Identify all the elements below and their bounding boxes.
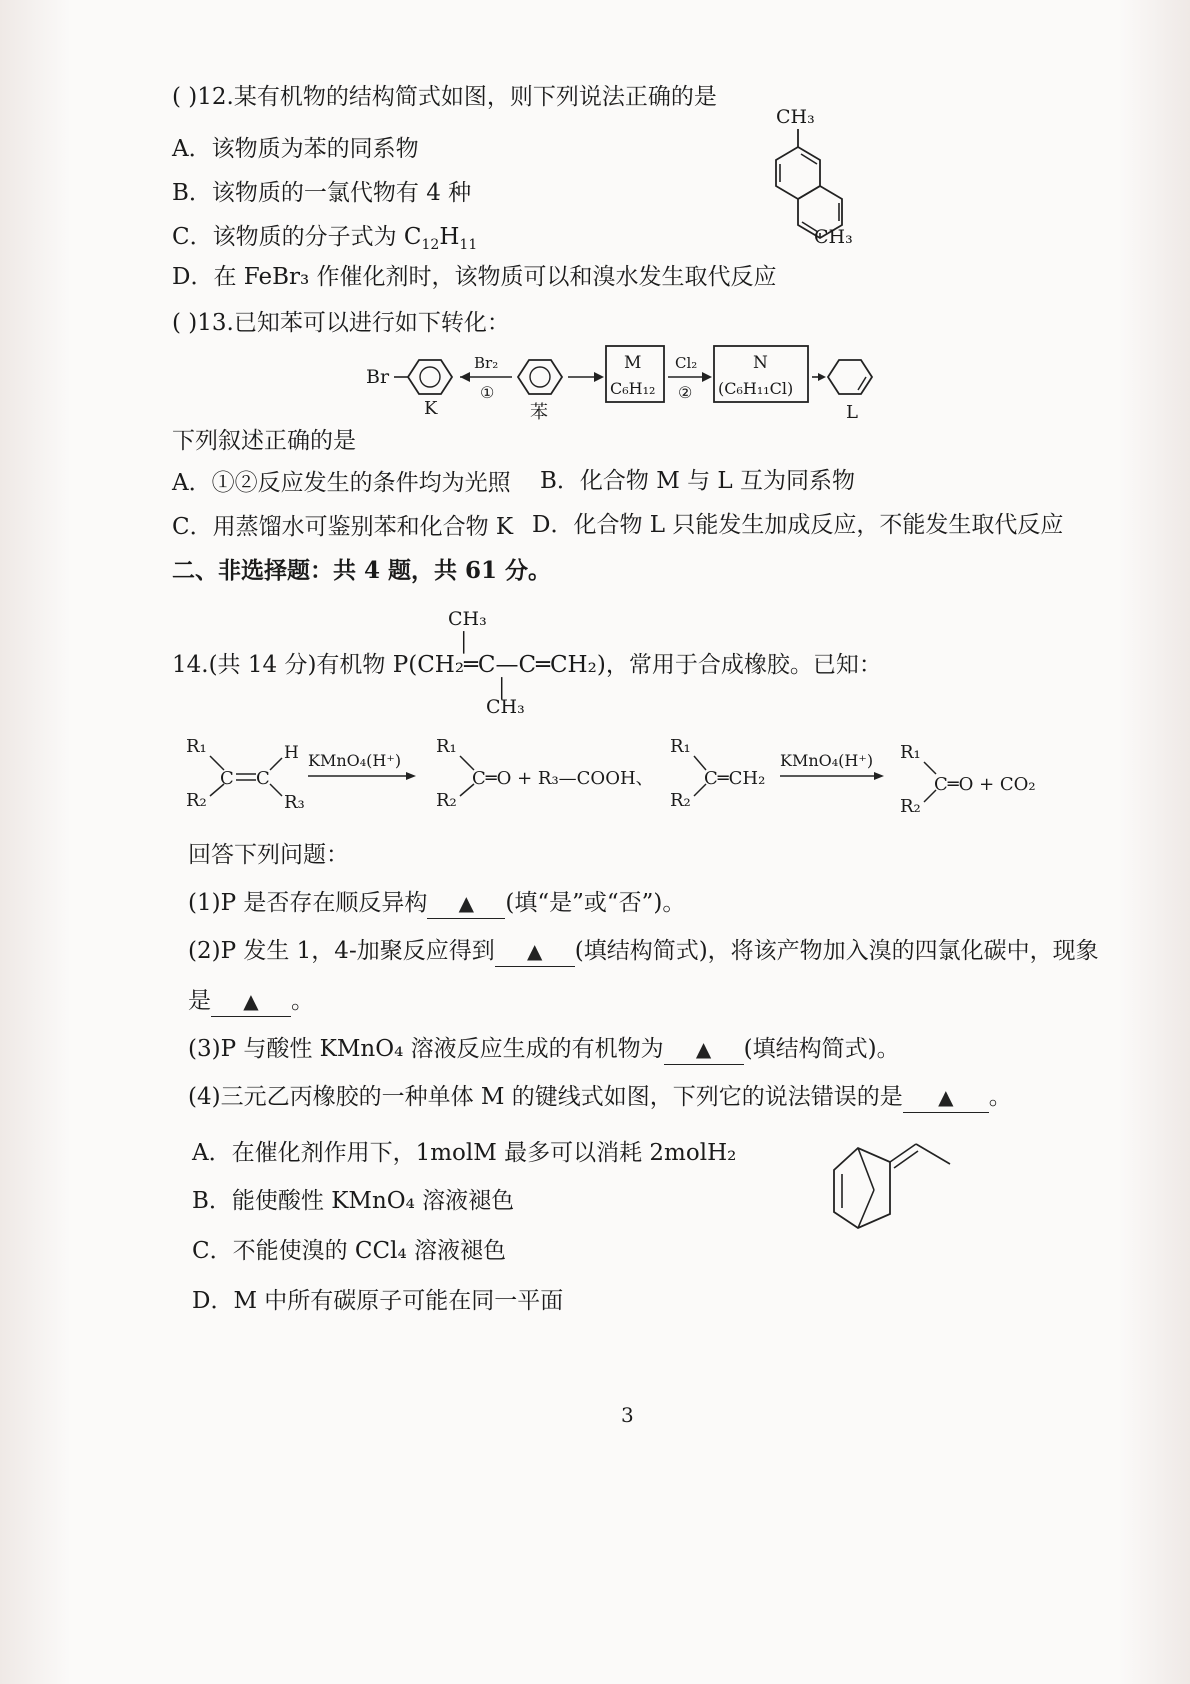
monomer-m-structure bbox=[820, 1128, 970, 1238]
q12-stem: ( )12.某有机物的结构简式如图，则下列说法正确的是 bbox=[172, 84, 717, 110]
p-ch3-top: CH₃ bbox=[448, 608, 487, 630]
svg-text:R₁: R₁ bbox=[436, 736, 457, 757]
q14-option-a: A．在催化剂作用下，1molM 最多可以消耗 2molH₂ bbox=[192, 1140, 737, 1166]
svg-text:R₂: R₂ bbox=[900, 796, 921, 817]
svg-text:H: H bbox=[284, 743, 299, 763]
svg-text:R₂: R₂ bbox=[186, 790, 207, 811]
svg-text:C═O + R₃—COOH、: C═O + R₃—COOH、 bbox=[472, 768, 654, 789]
svg-text:C: C bbox=[256, 768, 270, 789]
q14-option-b: B．能使酸性 KMnO₄ 溶液褪色 bbox=[192, 1188, 515, 1214]
p-formula: CH₂═C—C═CH₂ bbox=[417, 652, 597, 678]
q12-option-b: B．该物质的一氯代物有 4 种 bbox=[172, 180, 472, 206]
p-ch3-bottom: CH₃ bbox=[486, 696, 525, 718]
q14-answer-intro: 回答下列问题： bbox=[188, 842, 349, 868]
step2-label: ② bbox=[678, 383, 693, 402]
k-label: K bbox=[424, 398, 438, 419]
svg-text:C═O + CO₂: C═O + CO₂ bbox=[934, 774, 1036, 795]
benzene-conversion-scheme bbox=[360, 338, 920, 428]
svg-text:R₂: R₂ bbox=[436, 790, 457, 811]
br-label: Br bbox=[366, 366, 390, 388]
svg-text:C: C bbox=[220, 768, 234, 789]
dimethylnaphthalene-structure bbox=[740, 95, 880, 255]
q14-stem: 14.(共 14 分)有机物 P(CH₂═C—C═CH₂)，常用于合成橡胶。已知： bbox=[172, 652, 882, 678]
ch3-top-label: CH₃ bbox=[776, 106, 815, 128]
cl2-label: Cl₂ bbox=[675, 354, 698, 372]
svg-text:KMnO₄(H⁺): KMnO₄(H⁺) bbox=[308, 751, 402, 770]
q14-part2: (2)P 发生 1，4-加聚反应得到 ▲ (填结构简式)，将该产物加入溴的四氯化碳中，现象 bbox=[188, 936, 1099, 967]
svg-text:R₁: R₁ bbox=[670, 736, 691, 757]
n-formula: (C₆H₁₁Cl) bbox=[718, 379, 794, 398]
p-ch3-bottom-bond: │ bbox=[496, 678, 508, 700]
answer-blank-5[interactable]: ▲ bbox=[903, 1082, 989, 1113]
n-label: N bbox=[753, 353, 768, 373]
svg-text:R₃: R₃ bbox=[284, 792, 305, 813]
l-label: L bbox=[846, 402, 858, 423]
m-formula: C₆H₁₂ bbox=[610, 379, 656, 398]
ch3-bottom-label: CH₃ bbox=[814, 226, 853, 248]
svg-text:C═CH₂: C═CH₂ bbox=[704, 768, 766, 789]
q13-option-a: A．①②反应发生的条件均为光照 bbox=[172, 470, 511, 496]
q12-option-c: C．该物质的分子式为 $C_{12}H_{11}$ bbox=[172, 224, 478, 253]
br2-label: Br₂ bbox=[474, 354, 499, 372]
q13-intro: 下列叙述正确的是 bbox=[172, 428, 356, 454]
q12-option-a: A．该物质为苯的同系物 bbox=[172, 136, 419, 162]
svg-text:R₂: R₂ bbox=[670, 790, 691, 811]
q13-stem: ( )13.已知苯可以进行如下转化： bbox=[172, 310, 510, 336]
q14-part4: (4)三元乙丙橡胶的一种单体 M 的键线式如图，下列它的说法错误的是 ▲ 。 bbox=[188, 1082, 1012, 1113]
answer-blank-2[interactable]: ▲ bbox=[495, 936, 575, 967]
q14-part1: (1)P 是否存在顺反异构 ▲ (填“是”或“否”)。 bbox=[188, 888, 685, 919]
q12-option-d: D．在 FeBr₃ 作催化剂时，该物质可以和溴水发生取代反应 bbox=[172, 264, 777, 290]
q14-option-d: D．M 中所有碳原子可能在同一平面 bbox=[192, 1288, 564, 1314]
answer-blank-3[interactable]: ▲ bbox=[211, 986, 291, 1017]
q13-option-d: D．化合物 L 只能发生加成反应，不能发生取代反应 bbox=[532, 512, 1064, 538]
section-2-heading: 二、非选择题：共 4 题，共 61 分。 bbox=[172, 557, 552, 584]
q14-part2-line2: 是 ▲ 。 bbox=[188, 986, 314, 1017]
svg-text:R₁: R₁ bbox=[900, 742, 921, 763]
svg-text:R₁: R₁ bbox=[186, 736, 207, 757]
m-label: M bbox=[624, 353, 642, 373]
answer-blank-4[interactable]: ▲ bbox=[664, 1034, 744, 1065]
q13-option-c: C．用蒸馏水可鉴别苯和化合物 K bbox=[172, 514, 514, 540]
q13-option-b: B．化合物 M 与 L 互为同系物 bbox=[540, 468, 855, 494]
p-ch3-top-bond: │ bbox=[458, 632, 470, 654]
answer-blank-1[interactable]: ▲ bbox=[427, 888, 505, 919]
svg-text:KMnO₄(H⁺): KMnO₄(H⁺) bbox=[780, 751, 874, 770]
q14-option-c: C．不能使溴的 CCl₄ 溶液褪色 bbox=[192, 1238, 506, 1264]
q14-part3: (3)P 与酸性 KMnO₄ 溶液反应生成的有机物为 ▲ (填结构简式)。 bbox=[188, 1034, 900, 1065]
step1-label: ① bbox=[480, 383, 495, 402]
page-number: 3 bbox=[621, 1403, 634, 1427]
known-reactions-scheme bbox=[180, 728, 1060, 828]
benzene-label: 苯 bbox=[530, 402, 548, 423]
